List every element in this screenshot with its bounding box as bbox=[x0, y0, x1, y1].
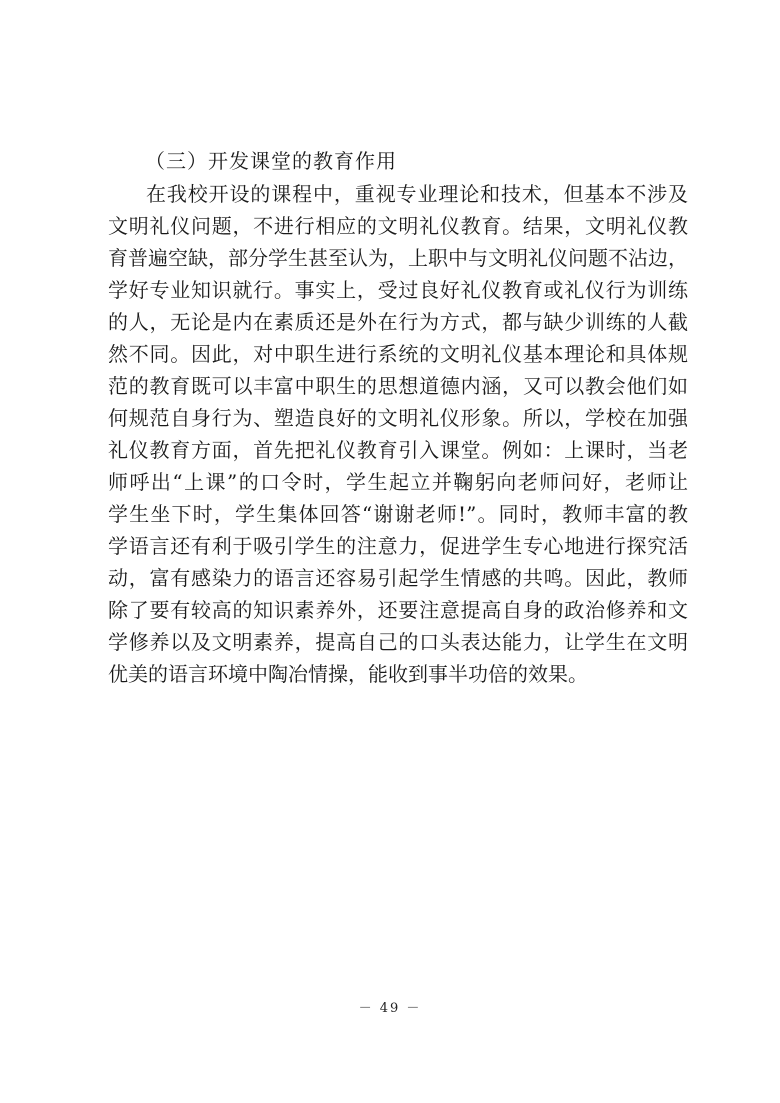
section-heading: （三）开发课堂的教育作用 bbox=[145, 149, 397, 173]
paragraph-line: 学好专业知识就行。事实上，受过良好礼仪教育或礼仪行为训练 bbox=[108, 278, 688, 302]
paragraph-line: 在我校开设的课程中，重视专业理论和技术，但基本不涉及 bbox=[146, 182, 688, 206]
paragraph-line: 动，富有感染力的语言还容易引起学生情感的共鸣。因此，教师 bbox=[108, 566, 688, 590]
paragraph-line: 何规范自身行为、塑造良好的文明礼仪形象。所以，学校在加强 bbox=[108, 406, 688, 430]
paragraph-line: 学修养以及文明素养，提高自己的口头表达能力，让学生在文明 bbox=[108, 630, 688, 654]
body-paragraph bbox=[108, 178, 688, 690]
paragraph-line: 育普遍空缺，部分学生甚至认为，上职中与文明礼仪问题不沾边， bbox=[108, 246, 688, 270]
paragraph-line: 学语言还有利于吸引学生的注意力，促进学生专心地进行探究活 bbox=[108, 534, 688, 558]
paragraph-line: 文明礼仪问题，不进行相应的文明礼仪教育。结果，文明礼仪教 bbox=[108, 214, 688, 238]
paragraph-line: 除了要有较高的知识素养外，还要注意提高自身的政治修养和文 bbox=[108, 598, 688, 622]
paragraph-line: 礼仪教育方面，首先把礼仪教育引入课堂。例如：上课时，当老 bbox=[108, 438, 688, 462]
paragraph-line: 然不同。因此，对中职生进行系统的文明礼仪基本理论和具体规 bbox=[108, 342, 688, 366]
paragraph-line: 优美的语言环境中陶冶情操，能收到事半功倍的效果。 bbox=[108, 662, 588, 686]
paragraph-line: 范的教育既可以丰富中职生的思想道德内涵，又可以教会他们如 bbox=[108, 374, 688, 398]
page-number: － 49 － bbox=[358, 1001, 422, 1016]
paragraph-line: 师呼出“上课”的口令时，学生起立并鞠躬向老师问好，老师让 bbox=[108, 470, 688, 494]
paragraph-line: 的人，无论是内在素质还是外在行为方式，都与缺少训练的人截 bbox=[108, 310, 688, 334]
paragraph-line: 学生坐下时，学生集体回答“谢谢老师!”。同时，教师丰富的教 bbox=[108, 502, 688, 526]
